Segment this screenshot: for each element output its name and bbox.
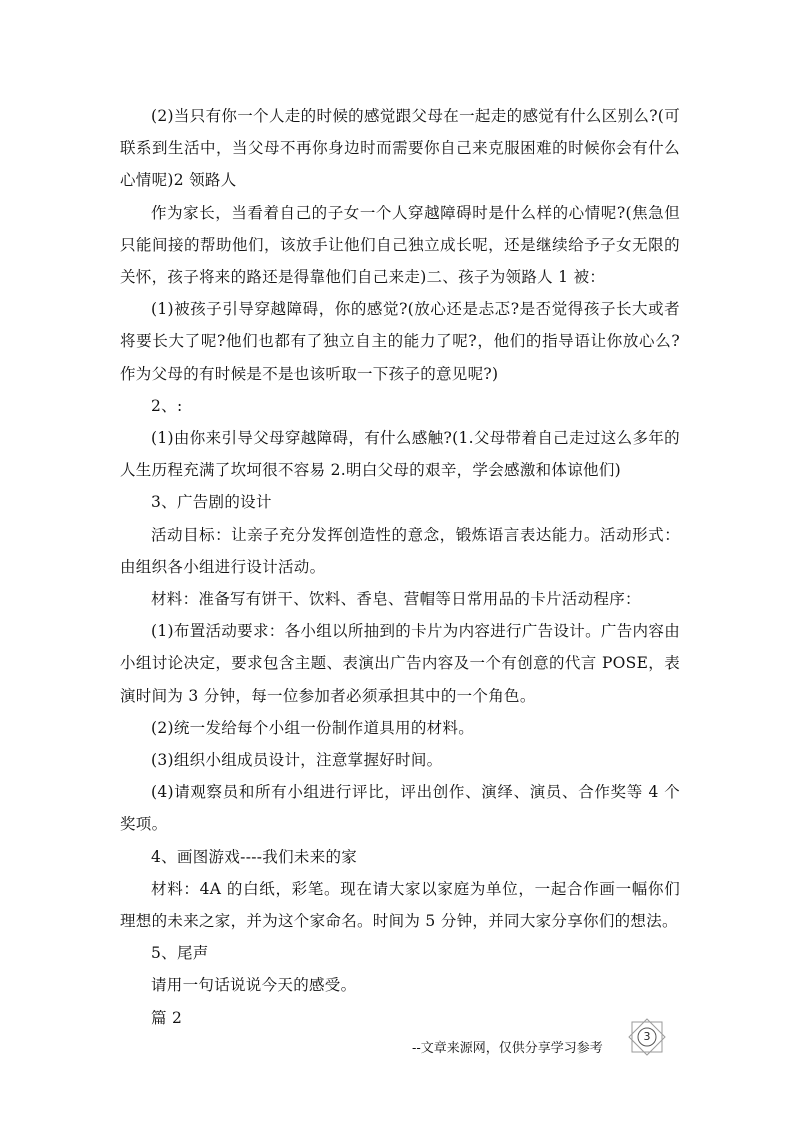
paragraph: (3)组织小组成员设计，注意掌握好时间。 — [151, 751, 443, 770]
paragraph: 活动目标：让亲子充分发挥创造性的意念，锻炼语言表达能力。活动形式：由组织各小组进行设计活动。 — [120, 525, 680, 576]
section-heading: 5、尾声 — [151, 944, 209, 963]
paragraph: (4)请观察员和所有小组进行评比，评出创作、演绎、演员、合作奖等 4 个奖项。 — [120, 783, 680, 834]
paragraph: 材料：准备写有饼干、饮料、香皂、营帽等日常用品的卡片活动程序： — [151, 590, 641, 609]
footer-source-text: --文章来源网，仅供分享学习参考 — [412, 1041, 603, 1056]
section-heading: 篇 2 — [151, 1008, 183, 1027]
paragraph: (1)布置活动要求：各小组以所抽到的卡片为内容进行广告设计。广告内容由小组讨论决定，要求包含主题、表演出广告内容及一个有创意的代言 POSE，表演时间为 3 分钟，每一位参加者必须承担其中的一个角色。 — [120, 622, 680, 705]
section-heading: 3、广告剧的设计 — [151, 493, 272, 512]
paragraph: (2)当只有你一个人走的时候的感觉跟父母在一起走的感觉有什么区别么?(可联系到生活中，当父母不再你身边时而需要你自己来克服困难的时候你会有什么心情呢)2 领路人 — [120, 107, 680, 190]
paragraph: (1)被孩子引导穿越障碍，你的感觉?(放心还是忐忑?是否觉得孩子长大或者将要长大了呢?他们也都有了独立自主的能力了呢?，他们的指导语让你放心么?作为父母的有时候是不是也该听取一下孩子的意见呢?) — [120, 300, 680, 383]
page-number: 3 — [643, 1030, 651, 1043]
page-number-badge — [628, 1018, 666, 1056]
section-heading: 4、画图游戏----我们未来的家 — [151, 847, 358, 866]
document-body — [120, 100, 680, 1034]
paragraph: 2、: — [151, 396, 183, 415]
paragraph: 材料：4A 的白纸，彩笔。现在请大家以家庭为单位，一起合作画一幅你们理想的未来之家，并为这个家命名。时间为 5 分钟，并同大家分享你们的想法。 — [120, 879, 680, 931]
paragraph: (2)统一发给每个小组一份制作道具用的材料。 — [151, 718, 475, 737]
paragraph: (1)由你来引导父母穿越障碍，有什么感触?(1.父母带着自己走过这么多年的人生历程充满了坎坷很不容易 2.明白父母的艰辛，学会感激和体谅他们) — [120, 429, 680, 480]
paragraph: 作为家长，当看着自己的子女一个人穿越障碍时是什么样的心情呢?(焦急但只能间接的帮助他们，该放手让他们自己独立成长呢，还是继续给予子女无限的关怀，孩子将来的路还是得靠他们自己来走)二、孩子为领路人 1 被： — [120, 203, 680, 287]
paragraph: 请用一句话说说今天的感受。 — [151, 976, 357, 995]
